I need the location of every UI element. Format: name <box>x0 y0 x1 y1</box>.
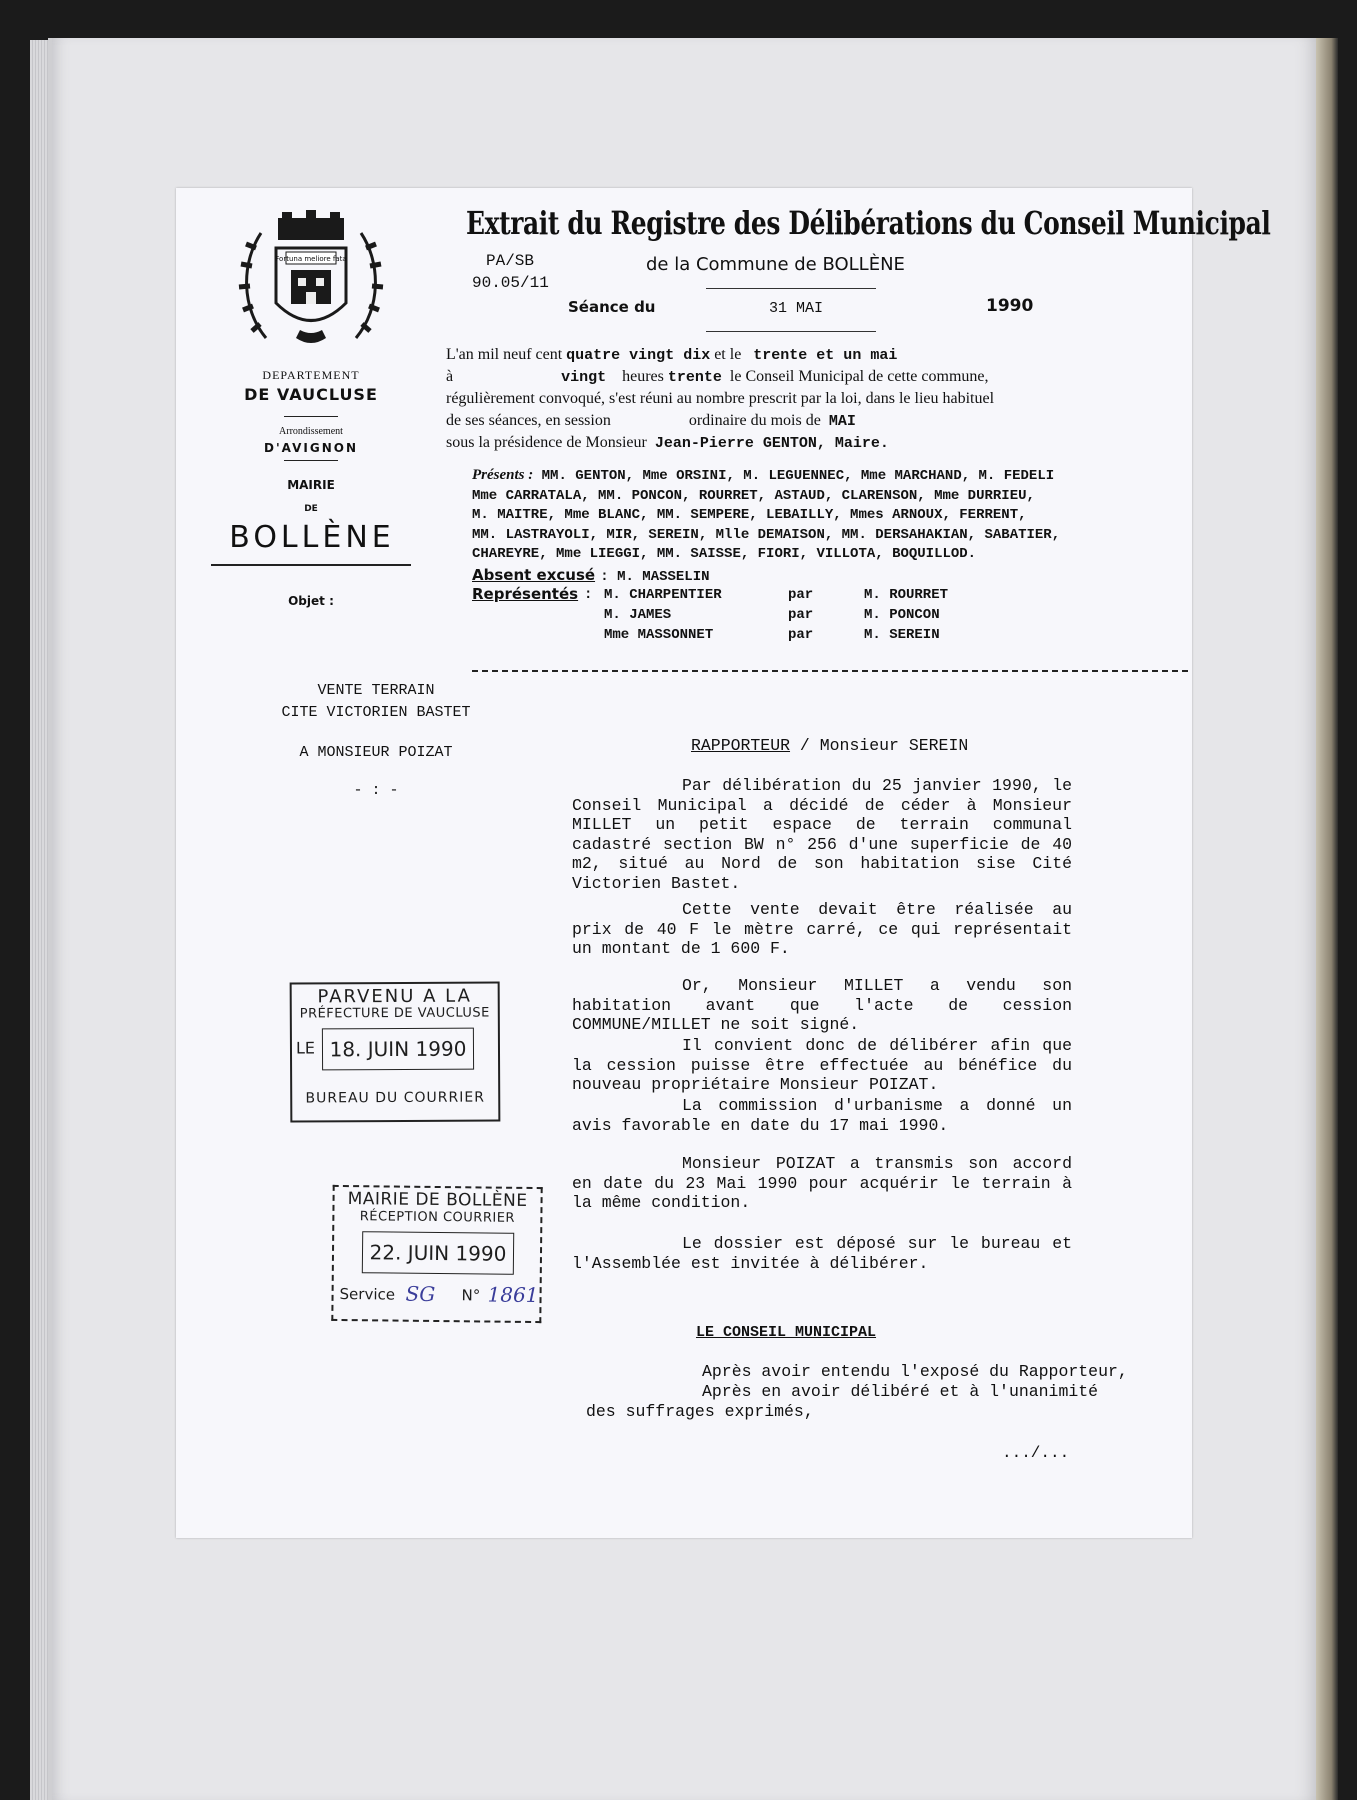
represented-par: par <box>788 587 814 603</box>
presents-names: MM. GENTON, Mme ORSINI, M. LEGUENNEC, Mme MARCHAND, M. FEDELI <box>541 468 1055 484</box>
represented-par: par <box>788 607 814 623</box>
seance-date: 31 MAI <box>769 300 824 317</box>
absent-label: Absent excusé <box>472 566 596 584</box>
book-spine-edge <box>1316 38 1338 1800</box>
presents-label: Présents : <box>472 467 534 483</box>
rapporteur-name: / Monsieur SEREIN <box>790 736 969 755</box>
represented-colon: : <box>584 587 593 603</box>
mairie-label: MAIRIE <box>287 478 335 492</box>
body-paragraph: Or, Monsieur MILLET a vendu son habitation avant que l'acte de cession COMMUNE/MILLET ne soit signé. <box>572 976 1072 1035</box>
stamp-service-value: SG <box>405 1281 436 1306</box>
seance-year: 1990 <box>986 296 1034 316</box>
stamp-line: MAIRIE DE BOLLÈNE <box>347 1189 528 1211</box>
mairie-de: DE <box>304 504 318 514</box>
department-label: DEPARTEMENT <box>262 368 360 382</box>
preamble-text: et le <box>714 346 742 363</box>
represented-member: M. JAMES <box>604 607 672 623</box>
stamp-date: 18. JUIN 1990 <box>322 1028 474 1071</box>
preamble-text: de ses séances, en session <box>446 412 611 429</box>
preamble-fill: Jean-Pierre GENTON, Maire. <box>654 435 889 452</box>
represented-proxy: M. SEREIN <box>864 627 940 643</box>
subject-line: A MONSIEUR POIZAT <box>299 744 453 761</box>
divider <box>211 564 411 566</box>
preamble-line <box>446 346 897 364</box>
absent-name: : M. MASSELIN <box>600 569 710 585</box>
represented-member: Mme MASSONNET <box>604 627 714 643</box>
rapporteur-line <box>691 736 968 755</box>
preamble-fill: MAI <box>828 413 856 430</box>
stamp-line: BUREAU DU COURRIER <box>305 1089 485 1107</box>
conseil-line: des suffrages exprimés, <box>586 1402 814 1421</box>
preamble-fill: trente et un mai <box>753 347 898 364</box>
preamble-line <box>446 368 989 386</box>
preamble-text: L'an mil neuf cent <box>446 346 563 363</box>
body-paragraph: La commission d'urbanisme a donné un avis favorable en date du 17 mai 1990. <box>572 1096 1072 1135</box>
reference-initials: PA/SB <box>486 252 535 270</box>
conseil-line: Après en avoir délibéré et à l'unanimité <box>702 1382 1099 1401</box>
mairie-reception-stamp <box>331 1185 542 1323</box>
divider <box>706 331 876 332</box>
preamble-fill: quatre vingt dix <box>566 347 711 364</box>
coat-of-arms-icon <box>236 208 386 358</box>
continuation-mark: .../... <box>1002 1444 1070 1462</box>
presents-list <box>472 466 1060 565</box>
preamble-line <box>446 412 856 430</box>
preamble-text: le Conseil Municipal de cette commune, <box>729 368 989 385</box>
preamble-text: sous la présidence de Monsieur <box>446 434 647 451</box>
body-paragraph: Par délibération du 25 janvier 1990, le Conseil Municipal a décidé de céder à Monsieur MILLET un petit espace de terrain communal cadastré section BW n° 256 d'une superficie de 40 m2, situé au Nord de son habitation sise Cité Victorien Bastet. <box>572 776 1072 893</box>
rapporteur-label: RAPPORTEUR <box>691 736 791 755</box>
subject-separator: - : - <box>353 782 399 799</box>
divider <box>706 288 876 289</box>
objet-label: Objet : <box>288 594 334 608</box>
subject-line: VENTE TERRAIN <box>317 682 435 699</box>
represented-proxy: M. ROURRET <box>864 587 949 603</box>
preamble-fill: vingt <box>561 369 607 386</box>
coat-motto: Fortuna meliore fata <box>275 255 347 263</box>
town-name: BOLLÈNE <box>229 520 395 555</box>
divider <box>284 460 338 461</box>
book-page-edges <box>30 40 48 1800</box>
preamble-text: heures <box>622 368 664 385</box>
stamp-number-label: N° <box>461 1286 481 1305</box>
subject-line: CITE VICTORIEN BASTET <box>281 704 471 721</box>
section-divider <box>472 670 1188 672</box>
preamble-text: à <box>446 368 454 385</box>
divider <box>284 416 338 417</box>
preamble-line <box>446 434 889 452</box>
document-title: Extrait du Registre des Délibérations du Conseil Municipal <box>466 204 1271 242</box>
arrondissement-name: D'AVIGNON <box>264 441 358 455</box>
represented-label: Représentés <box>472 585 579 603</box>
department-name: DE VAUCLUSE <box>244 385 378 404</box>
arrondissement-label: Arrondissement <box>279 426 343 437</box>
seance-label: Séance du <box>568 298 656 316</box>
reference-number: 90.05/11 <box>472 274 549 292</box>
stamp-service-label: Service <box>339 1284 396 1304</box>
preamble-fill: trente <box>667 369 722 386</box>
presents-line: M. MAITRE, Mme BLANC, MM. SEMPERE, LEBAILLY, Mmes ARNOUX, FERRENT, <box>472 507 1027 523</box>
stamp-date: 22. JUIN 1990 <box>362 1231 514 1275</box>
conseil-heading: LE CONSEIL MUNICIPAL <box>696 1324 877 1341</box>
absent-line <box>472 566 710 585</box>
preamble-line: régulièrement convoqué, s'est réuni au nombre prescrit par la loi, dans le lieu habituel <box>446 390 995 407</box>
document-sheet <box>176 188 1271 1538</box>
represented-proxy: M. PONCON <box>864 607 940 623</box>
body-paragraph: Cette vente devait être réalisée au prix de 40 F le mètre carré, ce qui représentait un montant de 1 600 F. <box>572 900 1072 959</box>
stamp-number-value: 1861 <box>487 1282 539 1308</box>
body-paragraph: Monsieur POIZAT a transmis son accord en date du 23 Mai 1990 pour acquérir le terrain à la même condition. <box>572 1154 1072 1213</box>
stamp-line: PARVENU A LA <box>317 985 472 1008</box>
presents-line: CHAREYRE, Mme LIEGGI, MM. SAISSE, FIORI, VILLOTA, BOQUILLOD. <box>472 546 977 562</box>
stamp-le: LE <box>295 1038 316 1058</box>
stamp-line: PRÉFECTURE DE VAUCLUSE <box>299 1005 490 1022</box>
represented-par: par <box>788 627 814 643</box>
represented-member: M. CHARPENTIER <box>604 587 722 603</box>
presents-line: MM. LASTRAYOLI, MIR, SEREIN, Mlle DEMAISON, MM. DERSAHAKIAN, SABATIER, <box>472 526 1061 543</box>
conseil-line: Après avoir entendu l'exposé du Rapporteur, <box>702 1362 1128 1381</box>
presents-line: Mme CARRATALA, MM. PONCON, ROURRET, ASTAUD, CLARENSON, Mme DURRIEU, <box>472 487 1035 504</box>
body-paragraph: Il convient donc de délibérer afin que la cession puisse être effectuée au bénéfice du nouveau propriétaire Monsieur POIZAT. <box>572 1036 1072 1095</box>
preamble-text: ordinaire du mois de <box>688 412 821 429</box>
prefecture-stamp <box>290 981 501 1122</box>
presents-line <box>472 466 1060 487</box>
commune-line: de la Commune de BOLLÈNE <box>646 254 905 275</box>
body-paragraph: Le dossier est déposé sur le bureau et l'Assemblée est invitée à délibérer. <box>572 1234 1072 1273</box>
stamp-line: RÉCEPTION COURRIER <box>359 1209 516 1226</box>
